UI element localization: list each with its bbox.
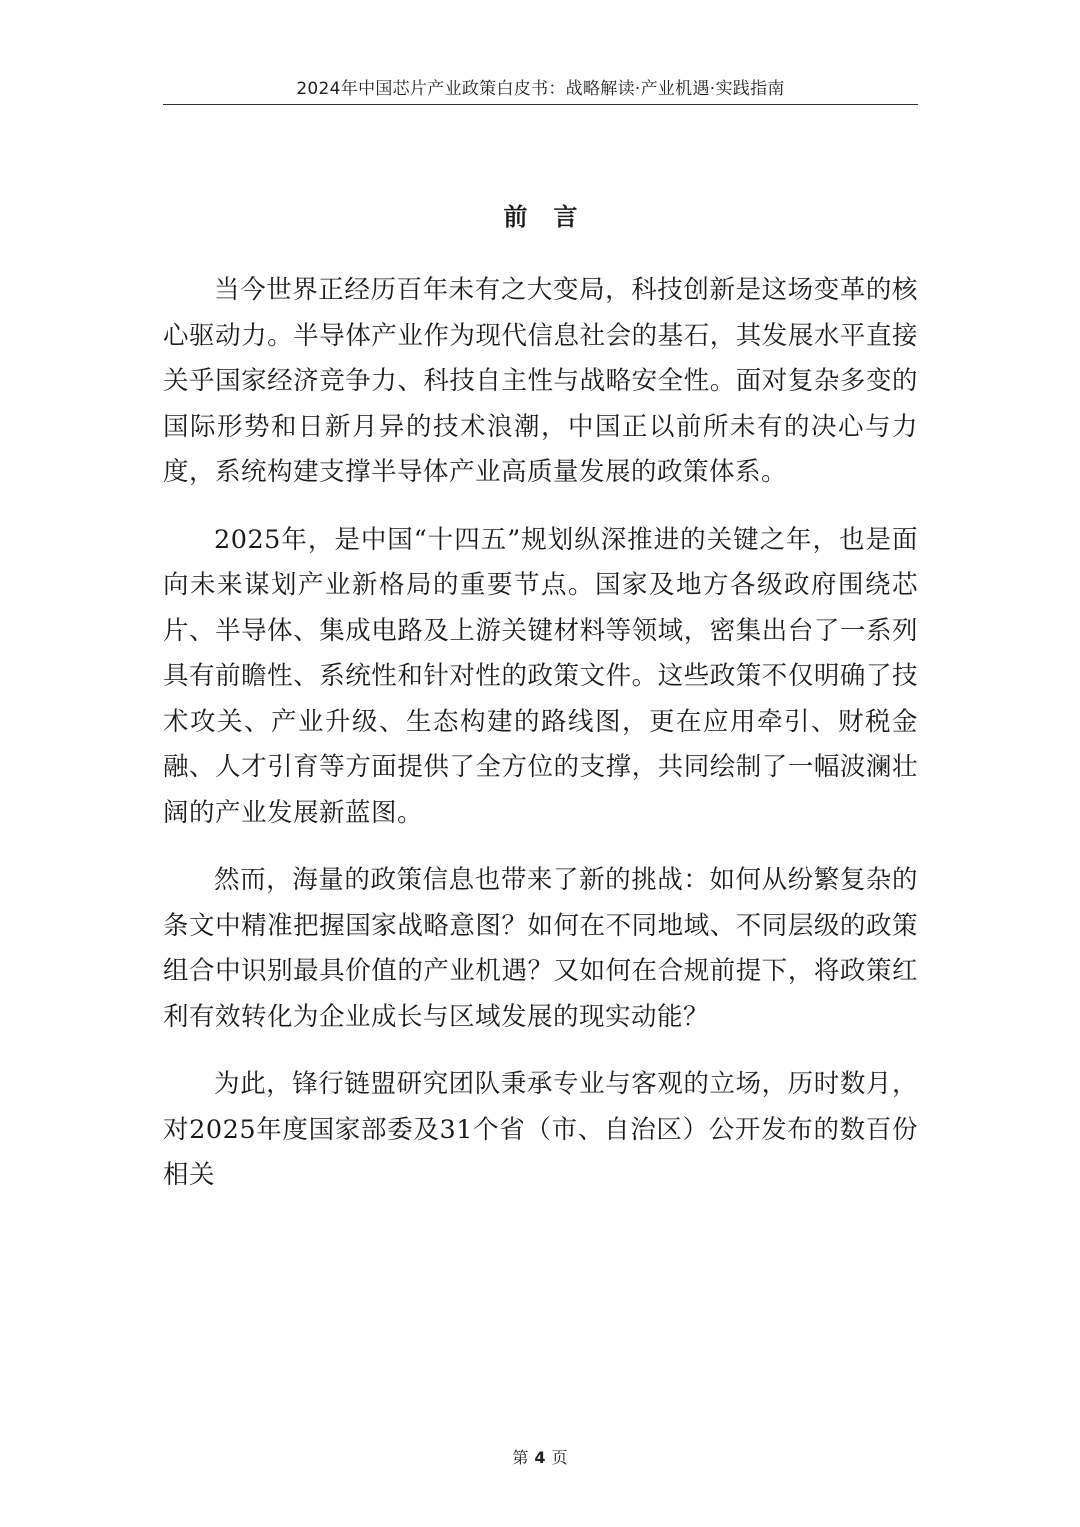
paragraph-4: 为此，锋行链盟研究团队秉承专业与客观的立场，历时数月，对2025年度国家部委及31个省（市、自治区）公开发布的数百份相关 [163, 1069, 918, 1190]
section-title: 前言 [503, 203, 604, 231]
body-text [163, 268, 918, 1221]
page-number: 4 [534, 1448, 546, 1467]
footer-prefix: 第 [512, 1448, 529, 1467]
page-footer [0, 1448, 1080, 1468]
paragraph-2: 2025年，是中国“十四五”规划纵深推进的关键之年，也是面向未来谋划产业新格局的重要节点。国家及地方各级政府围绕芯片、半导体、集成电路及上游关键材料等领域，密集出台了一系列具有前瞻性、系统性和针对性的政策文件。这些政策不仅明确了技术攻关、产业升级、生态构建的路线图，更在应用牵引、财税金融、人才引育等方面提供了全方位的支撑，共同绘制了一幅波澜壮阔的产业发展新蓝图。 [163, 524, 918, 828]
header-divider [163, 104, 918, 105]
footer-suffix: 页 [551, 1448, 568, 1467]
paragraph-3: 然而，海量的政策信息也带来了新的挑战：如何从纷繁复杂的条文中精准把握国家战略意图？如何在不同地域、不同层级的政策组合中识别最具价值的产业机遇？又如何在合规前提下，将政策红利有效转化为企业成长与区域发展的现实动能？ [163, 865, 918, 1032]
paragraph-1: 当今世界正经历百年未有之大变局，科技创新是这场变革的核心驱动力。半导体产业作为现代信息社会的基石，其发展水平直接关乎国家经济竞争力、科技自主性与战略安全性。面对复杂多变的国际形势和日新月异的技术浪潮，中国正以前所未有的决心与力度，系统构建支撑半导体产业高质量发展的政策体系。 [163, 275, 918, 487]
running-header: 2024年中国芯片产业政策白皮书：战略解读·产业机遇·实践指南 [296, 79, 785, 99]
